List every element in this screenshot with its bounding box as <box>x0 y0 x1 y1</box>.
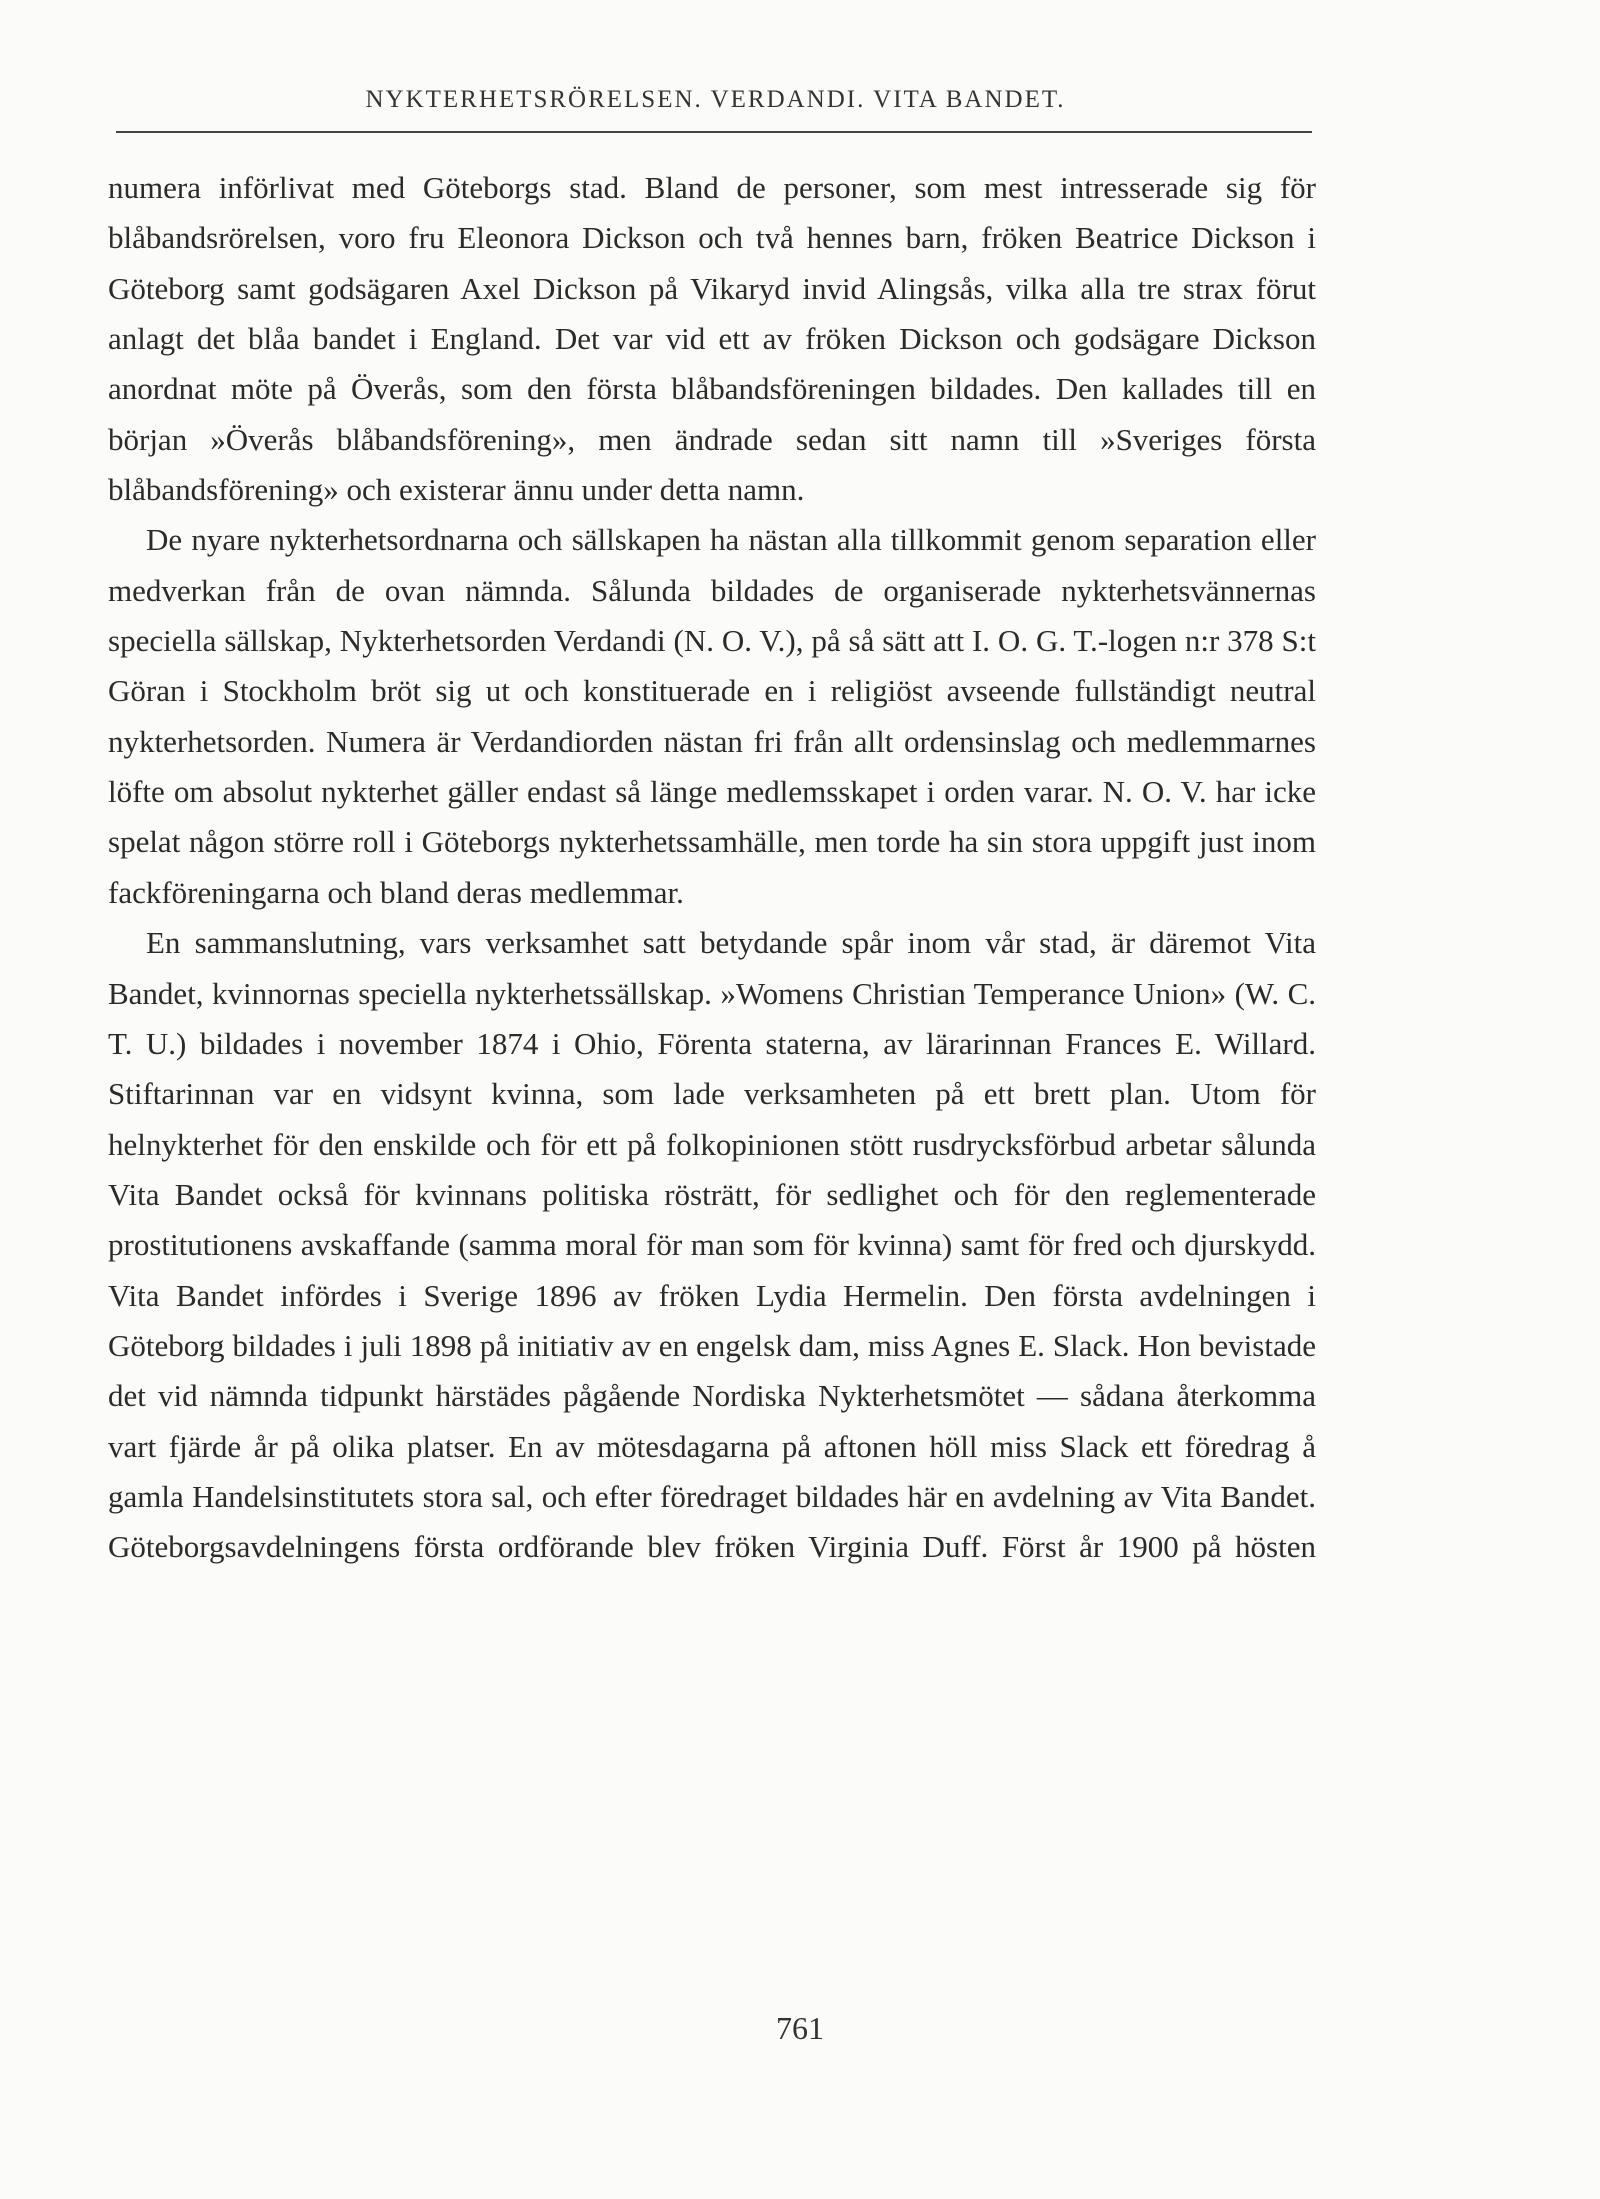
page-number: 761 <box>776 2010 824 2046</box>
paragraph-vita-bandet: En sammanslutning, vars verksamhet satt betydande spår inom vår stad, är däremot Vita Bandet, kvinnornas speciella nykterhetssällskap. »Womens Christian Temperance Union» (W. C. T. U.) bildades i november 1874 i Ohio, Förenta staterna, av lärarinnan Frances E. Willard. Stiftarinnan var en vidsynt kvinna, som lade verksamheten på ett brett plan. Utom för helnykterhet för den enskilde och för ett på folkopinionen stött rusdrycksförbud arbetar sålunda Vita Bandet också för kvinnans politiska rösträtt, för sedlighet och för den reglementerade prostitutionens avskaffande (samma moral för man som för kvinna) samt för fred och djurskydd. Vita Bandet infördes i Sverige 1896 av fröken Lydia Hermelin. Den första avdelningen i Göteborg bildades i juli 1898 på initiativ av en engelsk dam, miss Agnes E. Slack. Hon bevistade det vid nämnda tidpunkt härstädes pågående Nordiska Nykterhetsmötet — sådana återkomma vart fjärde år på olika platser. En av mötesdagarna på aftonen höll miss Slack ett föredrag å gamla Handelsinstitutets stora sal, och efter föredraget bildades här en avdelning av Vita Bandet. Göteborgsavdelningens första ordförande blev fröken Virginia Duff. Först år 1900 på hösten <box>108 925 1316 1565</box>
paragraph-verdandi: De nyare nykterhetsordnarna och sällskapen ha nästan alla tillkommit genom separation eller medverkan från de ovan nämnda. Sålunda bildades de organiserade nykterhetsvännernas speciella sällskap, Nykterhetsorden Verdandi (N. O. V.), på så sätt att I. O. G. T.-logen n:r 378 S:t Göran i Stockholm bröt sig ut och konstituerade en i religiöst avseende fullständigt neutral nykterhetsorden. Numera är Verdandiorden nästan fri från allt ordensinslag och medlemmarnes löfte om absolut nykterhet gäller endast så länge medlemsskapet i orden varar. N. O. V. har icke spelat någon större roll i Göteborgs nykterhetssamhälle, men torde ha sin stora uppgift just inom fackföreningarna och bland deras medlemmar. <box>108 522 1316 910</box>
header-rule <box>116 131 1312 133</box>
running-head: NYKTERHETSRÖRELSEN. VERDANDI. VITA BANDET. <box>365 86 1066 113</box>
body-text <box>108 163 1316 1573</box>
paragraph-blue-ribbon: numera införlivat med Göteborgs stad. Bland de personer, som mest intresserade sig för blåbandsrörelsen, voro fru Eleonora Dickson och två hennes barn, fröken Beatrice Dickson i Göteborg samt godsägaren Axel Dickson på Vikaryd invid Alingsås, vilka alla tre strax förut anlagt det blåa bandet i England. Det var vid ett av fröken Dickson och godsägare Dickson anordnat möte på Överås, som den första blåbandsföreningen bildades. Den kallades till en början »Överås blåbandsförening», men ändrade sedan sitt namn till »Sveriges första blåbandsförening» och existerar ännu under detta namn. <box>108 170 1316 508</box>
